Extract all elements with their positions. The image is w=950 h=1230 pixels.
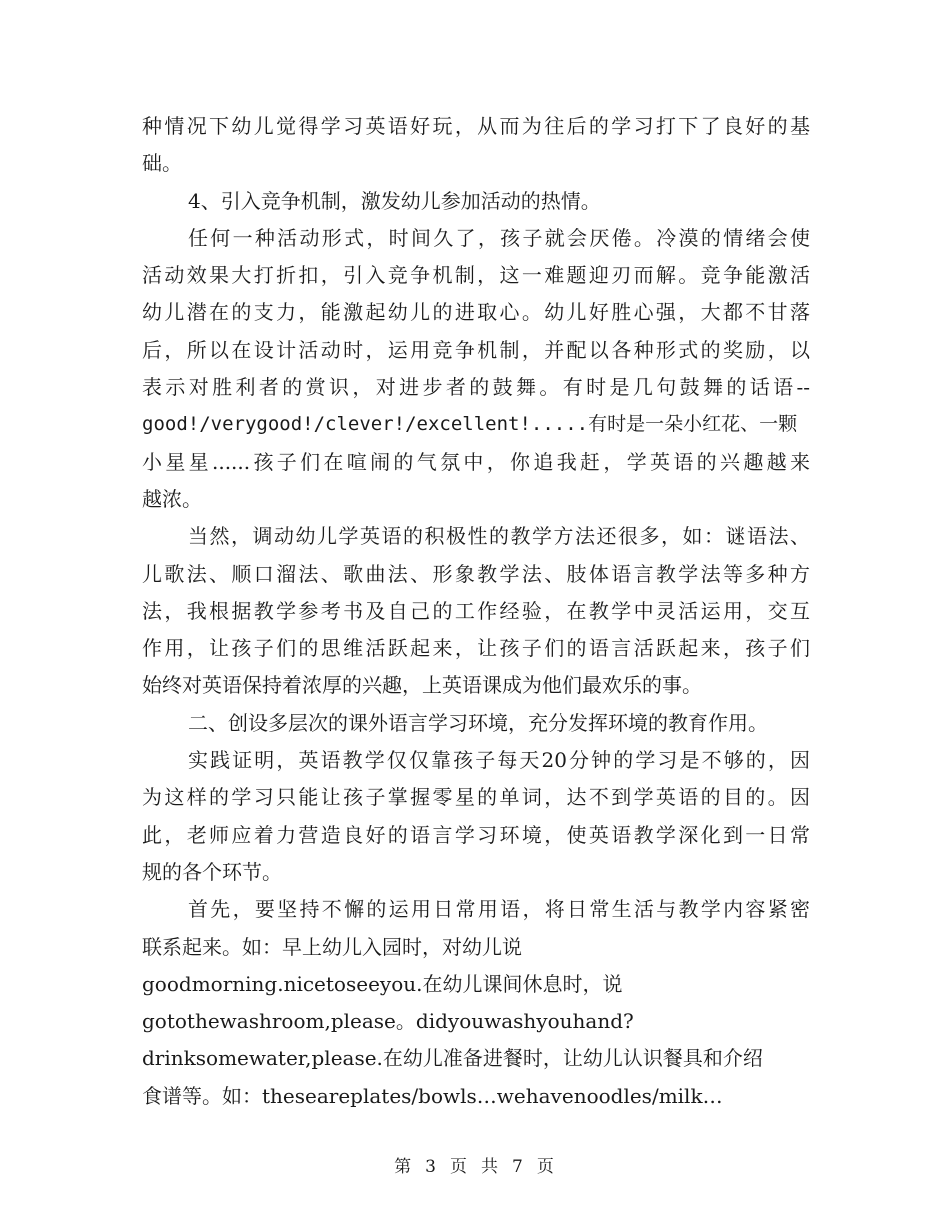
text-line: 联系起来。如：早上幼儿入园时，对幼儿说	[142, 934, 522, 959]
text-line: 越浓。	[142, 486, 202, 511]
text-line: 法，我根据教学参考书及自己的工作经验，在教学中灵活运用，交互	[142, 598, 810, 623]
text-line: 始终对英语保持着浓厚的兴趣，上英语课成为他们最欢乐的事。	[142, 673, 702, 698]
text-line: 为这样的学习只能让孩子掌握零星的单词，达不到学英语的目的。因	[142, 785, 810, 810]
text-line: 幼儿潜在的支力，能激起幼儿的进取心。幼儿好胜心强，大都不甘落	[142, 300, 810, 325]
text-line: 首先，要坚持不懈的运用日常用语，将日常生活与教学内容紧密	[188, 897, 810, 922]
text-line: 小星星......孩子们在喧闹的气氛中，你追我赶，学英语的兴趣越来	[142, 449, 810, 474]
total-pages: 7	[512, 1157, 525, 1177]
text-line: 种情况下幼儿觉得学习英语好玩，从而为往后的学习打下了良好的基	[142, 114, 810, 138]
text-line: gotothewashroom,please。didyouwashyouhand?	[142, 1009, 634, 1034]
text-line: good!/verygood!/clever!/excellent!.....有时是一朵小红花、一颗	[142, 413, 798, 436]
text-line: 实践证明，英语教学仅仅靠孩子每天20分钟的学习是不够的，因	[188, 748, 810, 773]
text-line: 当然，调动幼儿学英语的积极性的教学方法还很多，如：谜语法、	[188, 524, 810, 549]
text-line: 础。	[142, 151, 182, 176]
total-prefix: 共	[481, 1157, 500, 1177]
text-line: 表示对胜利者的赏识，对进步者的鼓舞。有时是几句鼓舞的话语--	[142, 375, 810, 400]
page-footer	[0, 1152, 950, 1177]
text-line: 作用，让孩子们的思维活跃起来，让孩子们的语言活跃起来，孩子们	[142, 636, 810, 661]
page-prefix: 第	[394, 1157, 414, 1177]
page-label: 页	[450, 1157, 469, 1177]
text-line: 规的各个环节。	[142, 859, 282, 884]
text-line: drinksomewater,please.在幼儿准备进餐时，让幼儿认识餐具和介绍	[142, 1046, 763, 1071]
text-line: 食谱等。如：theseareplates/bowls…wehavenoodles/milk…	[142, 1083, 723, 1108]
text-line: 后，所以在设计活动时，运用竞争机制，并配以各种形式的奖励，以	[142, 337, 810, 362]
section-heading: 二、创设多层次的课外语言学习环境，充分发挥环境的教育作用。	[188, 710, 768, 735]
text-line: 任何一种活动形式，时间久了，孩子就会厌倦。冷漠的情绪会使	[188, 225, 810, 250]
page-number: 3	[425, 1157, 438, 1177]
text-line: 活动效果大打折扣，引入竞争机制，这一难题迎刃而解。竞争能激活	[142, 263, 810, 288]
text-line: 儿歌法、顺口溜法、歌曲法、形象教学法、肢体语言教学法等多种方	[142, 561, 810, 586]
text-line: 此，老师应着力营造良好的语言学习环境，使英语教学深化到一日常	[142, 822, 810, 847]
text-line: goodmorning.nicetoseeyou.在幼儿课间休息时，说	[142, 971, 623, 996]
total-label: 页	[536, 1157, 556, 1177]
section-heading: 4、引入竞争机制，激发幼儿参加活动的热情。	[188, 188, 601, 213]
body-text	[142, 108, 810, 1115]
